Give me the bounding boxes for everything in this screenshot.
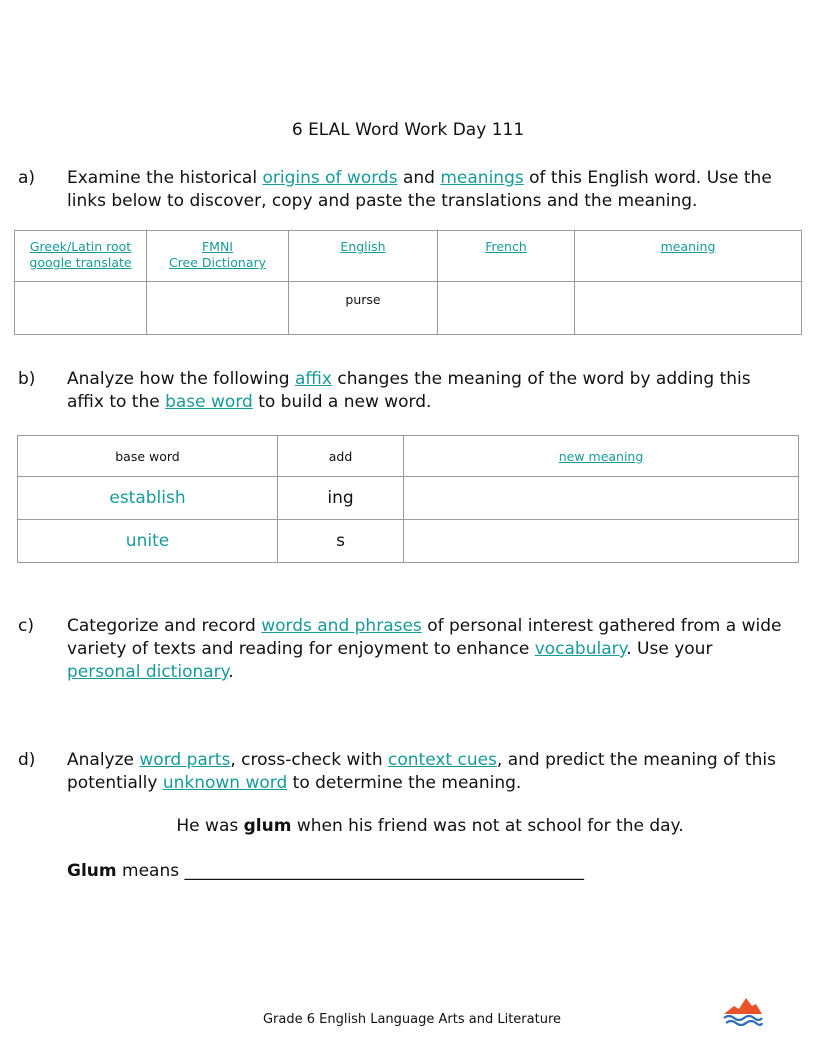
word-parts-link[interactable]: word parts xyxy=(139,750,231,770)
page-title: 6 ELAL Word Work Day 111 xyxy=(291,120,525,140)
vocabulary-link[interactable]: vocabulary xyxy=(534,639,627,659)
base-word-cell: establish xyxy=(18,477,278,520)
text-part: of personal interest gathered from a wide variety of texts and reading for enjoyment to enhance xyxy=(67,616,782,659)
unknown-word-link[interactable]: unknown word xyxy=(162,773,288,793)
cell-fmni[interactable] xyxy=(147,282,289,335)
header-add: add xyxy=(278,436,404,477)
new-meaning-cell[interactable] xyxy=(404,477,799,520)
text-part: Categorize and record xyxy=(67,616,262,636)
question-a-text xyxy=(67,167,787,213)
sentence-part: He was xyxy=(176,816,244,836)
target-word: glum xyxy=(243,816,292,836)
meaning-link[interactable]: meaning xyxy=(660,239,716,254)
origins-of-words-link[interactable]: origins of words xyxy=(262,168,398,188)
header-fmni xyxy=(147,231,289,282)
sentence-part: when his friend was not at school for the day. xyxy=(291,816,684,836)
header-new-meaning xyxy=(404,436,799,477)
answer-blank[interactable]: _______________________________________________ xyxy=(184,861,584,881)
question-a-label: a) xyxy=(18,168,36,188)
greek-latin-root-link[interactable]: Greek/Latin root xyxy=(29,239,132,254)
base-word-link[interactable]: base word xyxy=(165,392,253,412)
footer-text: Grade 6 English Language Arts and Literature xyxy=(262,1012,562,1027)
text-part: Analyze xyxy=(67,750,140,770)
text-part: , cross-check with xyxy=(230,750,388,770)
affix-cell: s xyxy=(278,520,404,563)
new-meaning-cell[interactable] xyxy=(404,520,799,563)
text-part: , and predict the meaning of this potentially xyxy=(67,750,776,793)
mountain-logo-icon xyxy=(722,996,764,1030)
french-link[interactable]: French xyxy=(485,239,527,254)
english-link[interactable]: English xyxy=(340,239,386,254)
context-cues-link[interactable]: context cues xyxy=(388,750,497,770)
question-b-text xyxy=(67,368,787,414)
question-d-text xyxy=(67,749,787,795)
translation-table xyxy=(14,230,802,335)
cell-english: purse xyxy=(289,282,438,335)
affix-table xyxy=(17,435,799,563)
header-greek-latin xyxy=(15,231,147,282)
text-part: to determine the meaning. xyxy=(287,773,522,793)
header-base-word: base word xyxy=(18,436,278,477)
means-text: means xyxy=(116,861,185,881)
text-part: . Use your xyxy=(626,639,713,659)
cree-dictionary-link[interactable]: Cree Dictionary xyxy=(168,255,267,270)
text-part: . xyxy=(228,662,234,682)
example-sentence xyxy=(0,816,816,836)
text-part: Examine the historical xyxy=(67,168,263,188)
question-b-label: b) xyxy=(18,369,36,389)
text-part: of this English word. Use the links below to discover, copy and paste the translations and the meaning. xyxy=(67,168,772,211)
cell-french[interactable] xyxy=(438,282,575,335)
text-part: to build a new word. xyxy=(252,392,432,412)
fmni-link[interactable]: FMNI xyxy=(201,239,233,254)
new-meaning-link[interactable]: new meaning xyxy=(558,448,644,464)
glum-word: Glum xyxy=(67,861,117,881)
affix-cell: ing xyxy=(278,477,404,520)
header-english xyxy=(289,231,438,282)
affix-link[interactable]: affix xyxy=(295,369,332,389)
cell-greek-latin[interactable] xyxy=(15,282,147,335)
cell-meaning[interactable] xyxy=(575,282,802,335)
base-word-cell: unite xyxy=(18,520,278,563)
meanings-link[interactable]: meanings xyxy=(440,168,524,188)
text-part: Analyze how the following xyxy=(67,369,296,389)
google-translate-link[interactable]: google translate xyxy=(29,255,132,270)
text-part: and xyxy=(397,168,441,188)
personal-dictionary-link[interactable]: personal dictionary xyxy=(67,662,229,682)
question-d-label: d) xyxy=(18,750,36,770)
header-meaning xyxy=(575,231,802,282)
question-c-text xyxy=(67,615,787,684)
words-and-phrases-link[interactable]: words and phrases xyxy=(261,616,422,636)
question-c-label: c) xyxy=(18,616,34,636)
header-french xyxy=(438,231,575,282)
text-part: changes the meaning of the word by adding this affix to the xyxy=(67,369,751,412)
glum-definition-line xyxy=(67,861,584,881)
